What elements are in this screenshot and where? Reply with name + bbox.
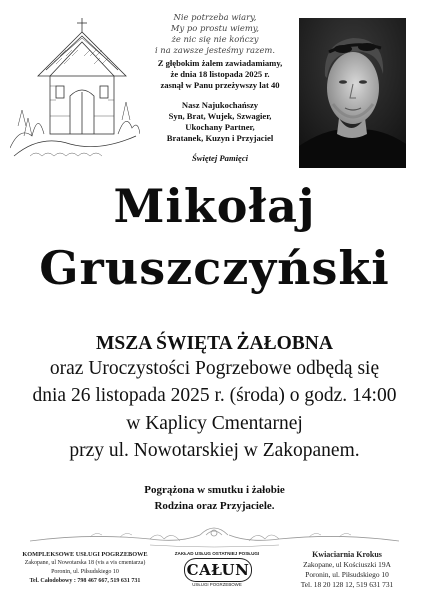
relation-line: Nasz Najukochańszy xyxy=(181,100,259,110)
funeral-home-info xyxy=(4,550,166,586)
poem-line: My po prostu wiemy, xyxy=(170,23,260,33)
relation-line: Bratanek, Kuzyn i Przyjaciel xyxy=(166,133,274,143)
funeral-home-phone: Tel. Całodobowy : 798 467 667, 519 631 731 xyxy=(29,578,141,584)
floral-ornament xyxy=(30,515,399,549)
mass-address-line: przy ul. Nowotarskiej w Zakopanem. xyxy=(69,440,360,461)
calun-logo xyxy=(170,551,264,591)
family-relations xyxy=(140,100,300,144)
poem-line: że nic się nie kończy xyxy=(171,34,259,44)
relation-line: Syn, Brat, Wujek, Szwagier, xyxy=(168,111,272,121)
florist-address: Zakopane, ul Kościuszki 19A xyxy=(303,560,391,569)
florist-title: Kwiaciarnia Krokus xyxy=(312,550,382,559)
poem-line: i na zawsze jesteśmy razem. xyxy=(154,45,276,55)
memory-label: Świętej Pamięci xyxy=(191,153,249,163)
relation-line: Ukochany Partner, xyxy=(185,122,255,132)
funeral-home-address: Poronin, ul. Piłsudskiego 10 xyxy=(51,569,119,575)
chapel-illustration xyxy=(10,16,140,161)
announcement-line: Z głębokim żalem zawiadamiamy, xyxy=(157,58,283,68)
funeral-home-address: Zakopane, ul Nowotarska 18 (vis a vis cmentarza) xyxy=(24,560,146,566)
announcement-line: że dnia 18 listopada 2025 r. xyxy=(170,69,270,79)
florist-phone: Tel. 18 20 128 12, 519 631 731 xyxy=(300,580,394,589)
logo-top-text: ZAKŁAD USŁUG OSTATNIEJ POSŁUGI xyxy=(174,551,260,556)
death-announcement xyxy=(140,58,300,91)
logo-name: CAŁUN xyxy=(184,558,252,582)
last-name: Gruszczyński xyxy=(39,241,390,295)
mass-line: oraz Uroczystości Pogrzebowe odbędą się xyxy=(49,358,380,379)
announcement-line: zasnął w Panu przeżywszy lat 40 xyxy=(160,80,280,90)
mass-date-line: dnia 26 listopada 2025 r. (środa) o godz. 14:00 xyxy=(32,385,397,406)
logo-bottom-text: USŁUGI POGRZEBOWE xyxy=(192,582,242,587)
florist-address: Poronin, ul. Piłsudskiego 10 xyxy=(305,570,389,579)
mass-place-line: w Kaplicy Cmentarnej xyxy=(126,413,303,434)
mass-title: MSZA ŚWIĘTA ŻAŁOBNA xyxy=(96,333,333,354)
memorial-poem xyxy=(130,12,300,56)
florist-info xyxy=(268,550,426,590)
poem-line: Nie potrzeba wiary, xyxy=(173,12,257,22)
funeral-home-title: KOMPLEKSOWE USŁUGI POGRZEBOWE xyxy=(22,551,148,558)
deceased-photo xyxy=(299,18,406,168)
first-name: Mikołaj xyxy=(113,179,316,233)
mourners-line: Rodzina oraz Przyjaciele. xyxy=(154,500,275,512)
mourners-line: Pogrążona w smutku i żałobie xyxy=(144,484,285,496)
